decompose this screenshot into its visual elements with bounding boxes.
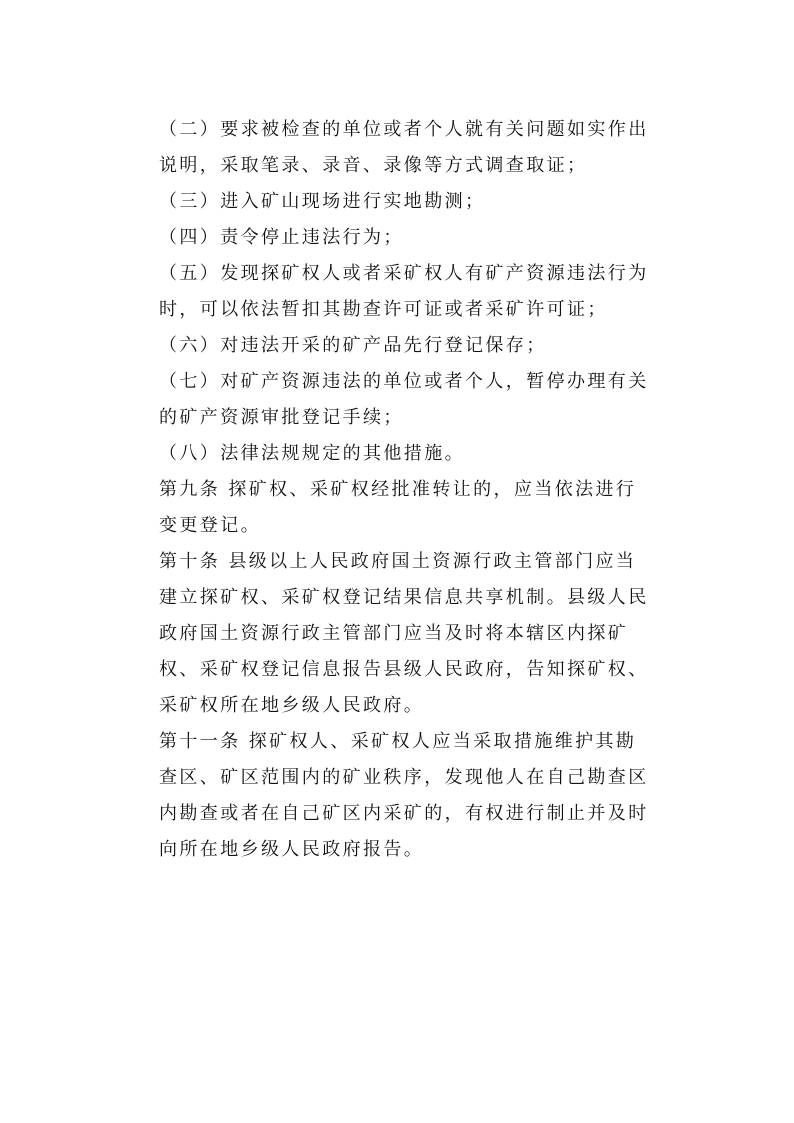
text-line: （七）对矿产资源违法的单位或者个人，暂停办理有关 xyxy=(159,371,649,392)
text-line: 的矿产资源审批登记手续； xyxy=(159,407,404,428)
text-line: 向所在地乡级人民政府报告。 xyxy=(159,839,425,860)
text-line: 时，可以依法暂扣其勘查许可证或者采矿许可证； xyxy=(159,299,608,320)
article-11-line: 第十一条 探矿权人、采矿权人应当采取措施维护其勘 xyxy=(159,731,637,752)
text-line: 采矿权所在地乡级人民政府。 xyxy=(159,695,425,716)
text-line: （八）法律法规规定的其他措施。 xyxy=(159,443,465,464)
article-9-line: 第九条 探矿权、采矿权经批准转让的，应当依法进行 xyxy=(159,479,637,500)
text-line: 查区、矿区范围内的矿业秩序，发现他人在自己勘查区 xyxy=(159,767,649,788)
document-body xyxy=(159,112,649,868)
text-line: （五）发现探矿权人或者采矿权人有矿产资源违法行为 xyxy=(159,263,649,284)
text-line: 内勘查或者在自己矿区内采矿的，有权进行制止并及时 xyxy=(159,803,649,824)
text-line: 变更登记。 xyxy=(159,515,261,536)
text-line: （六）对违法开采的矿产品先行登记保存； xyxy=(159,335,547,356)
text-line: 说明，采取笔录、录音、录像等方式调查取证； xyxy=(159,155,588,176)
text-line: 政府国土资源行政主管部门应当及时将本辖区内探矿 xyxy=(159,623,629,644)
text-line: （二）要求被检查的单位或者个人就有关问题如实作出 xyxy=(159,119,649,140)
text-line: 权、采矿权登记信息报告县级人民政府，告知探矿权、 xyxy=(159,659,649,680)
text-line: 建立探矿权、采矿权登记结果信息共享机制。县级人民 xyxy=(159,587,649,608)
article-10-line: 第十条 县级以上人民政府国土资源行政主管部门应当 xyxy=(159,551,637,572)
text-line: （四）责令停止违法行为； xyxy=(159,227,404,248)
text-line: （三）进入矿山现场进行实地勘测； xyxy=(159,191,486,212)
